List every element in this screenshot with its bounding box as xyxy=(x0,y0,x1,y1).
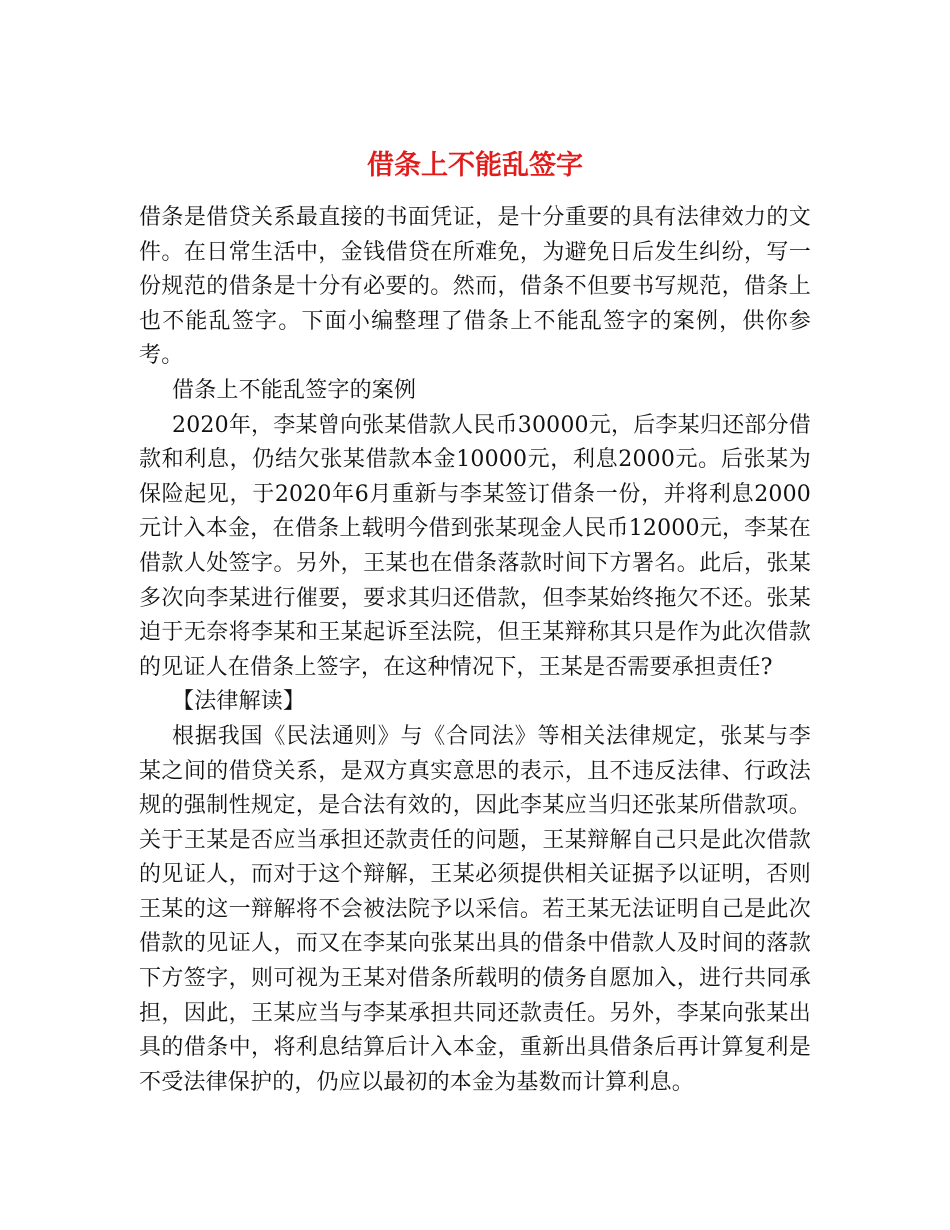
document-body xyxy=(139,201,811,1100)
case-paragraph: 2020年，李某曾向张某借款人民币30000元，后李某归还部分借款和利息，仍结欠张某借款本金10000元，利息2000元。后张某为保险起见，于2020年6月重新与李某签订借条一份，并将利息2000元计入本金，在借条上载明今借到张某现金人民币12000元，李某在借款人处签字。另外，王某也在借条落款时间下方署名。此后，张某多次向李某进行催要，要求其归还借款，但李某始终拖欠不还。张某迫于无奈将李某和王某起诉至法院，但王某辩称其只是作为此次借款的见证人在借条上签字，在这种情况下，王某是否需要承担责任? xyxy=(139,412,811,680)
legal-interpretation-heading: 【法律解读】 xyxy=(172,689,306,715)
document-title: 借条上不能乱签字 xyxy=(367,150,583,182)
intro-paragraph: 借条是借贷关系最直接的书面凭证，是十分重要的具有法律效力的文件。在日常生活中，金钱借贷在所难免，为避免日后发生纠纷，写一份规范的借条是十分有必要的。然而，借条不但要书写规范，借条上也不能乱签字。下面小编整理了借条上不能乱签字的案例，供你参考。 xyxy=(139,205,811,369)
case-heading: 借条上不能乱签字的案例 xyxy=(172,377,417,403)
legal-interpretation-paragraph: 根据我国《民法通则》与《合同法》等相关法律规定，张某与李某之间的借贷关系，是双方真实意思的表示，且不违反法律、行政法规的强制性规定，是合法有效的，因此李某应当归还张某所借款项。关于王某是否应当承担还款责任的问题，王某辩解自己只是此次借款的见证人，而对于这个辩解，王某必须提供相关证据予以证明，否则王某的这一辩解将不会被法院予以采信。若王某无法证明自己是此次借款的见证人，而又在李某向张某出具的借条中借款人及时间的落款下方签字，则可视为王某对借条所载明的债务自愿加入，进行共同承担，因此，王某应当与李某承担共同还款责任。另外，李某向张某出具的借条中，将利息结算后计入本金，重新出具借条后再计算复利是不受法律保护的，仍应以最初的本金为基数而计算利息。 xyxy=(139,723,811,1095)
